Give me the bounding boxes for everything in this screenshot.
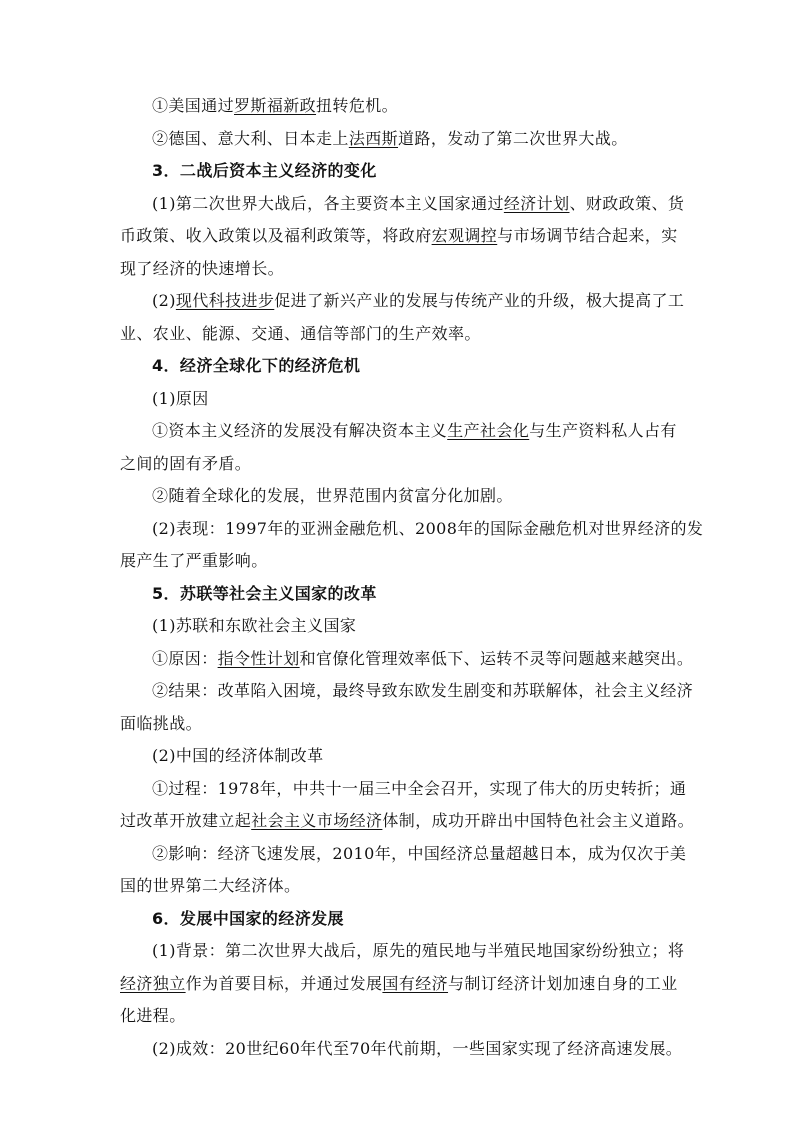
text-segment: (2)成效：20世纪60年代至70年代前期，一些国家实现了经济高速发展。 <box>152 1038 683 1058</box>
text-line <box>120 675 694 708</box>
text-line <box>120 545 680 578</box>
underlined-term: 宏观调控 <box>431 226 498 245</box>
text-line <box>120 253 680 286</box>
text-segment: ②结果：改革陷入困境，最终导致东欧发生剧变和苏联解体，社会主义经济 <box>152 681 694 700</box>
text-segment: (1)苏联和东欧社会主义国家 <box>152 616 357 635</box>
text-line <box>120 838 687 871</box>
text-segment: 业、农业、能源、交通、通信等部门的生产效率。 <box>120 323 481 343</box>
text-segment: 与生产资料私人占有 <box>529 421 677 440</box>
underlined-term: 生产社会化 <box>447 421 530 440</box>
text-line <box>120 870 680 903</box>
text-line <box>120 935 685 968</box>
text-segment: 和官僚化管理效率低下、运转不灵等问题越来越突出。 <box>299 648 694 668</box>
text-line <box>120 513 704 546</box>
text-line <box>120 610 680 643</box>
section-heading <box>120 578 680 611</box>
heading-text: 5．苏联等社会主义国家的改革 <box>152 583 377 603</box>
text-segment: ①原因： <box>152 648 218 668</box>
text-segment: 展产生了严重影响。 <box>120 551 268 570</box>
text-segment: 道路，发动了第二次世界大战。 <box>398 128 628 148</box>
text-segment: 、财政政策、货 <box>569 193 685 213</box>
text-segment: ②随着全球化的发展，世界范围内贫富分化加剧。 <box>152 486 513 505</box>
text-line <box>120 740 680 773</box>
text-segment: 化进程。 <box>120 1006 186 1025</box>
text-segment: 面临挑战。 <box>120 713 203 733</box>
section-heading <box>120 350 680 383</box>
section-heading <box>120 155 680 188</box>
text-segment: 促进了新兴产业的发展与传统产业的升级，极大提高了工 <box>274 291 685 310</box>
text-line <box>120 968 680 1001</box>
text-line <box>120 123 680 156</box>
text-segment: 国的世界第二大经济体。 <box>120 876 301 895</box>
text-line <box>120 383 680 416</box>
text-segment: ②影响：经济飞速发展，2010年，中国经济总量超越日本，成为仅次于美 <box>152 843 687 863</box>
text-segment: 与制订经济计划加速自身的工业 <box>448 973 678 993</box>
text-segment: (2)表现：1997年的亚洲金融危机、2008年的国际金融危机对世界经济的发 <box>152 518 704 538</box>
text-segment: 币政策、收入政策以及福利政策等，将政府 <box>120 226 432 245</box>
underlined-term: 经济计划 <box>503 193 570 213</box>
text-segment: ①美国通过 <box>152 96 235 115</box>
text-line <box>120 220 680 253</box>
text-line <box>120 188 685 221</box>
text-segment: ①过程：1978年，中共十一届三中全会召开，实现了伟大的历史转折；通 <box>152 778 687 798</box>
text-segment: ①资本主义经济的发展没有解决资本主义 <box>152 421 448 440</box>
underlined-term: 法西斯 <box>348 128 399 148</box>
heading-text: 6．发展中国家的经济发展 <box>152 908 344 928</box>
text-segment: (2)中国的经济体制改革 <box>152 746 324 765</box>
heading-text: 3．二战后资本主义经济的变化 <box>152 161 377 180</box>
text-line <box>120 480 680 513</box>
text-segment: 体制，成功开辟出中国特色社会主义道路。 <box>382 811 695 830</box>
heading-text: 4．经济全球化下的经济危机 <box>152 356 361 375</box>
document-body <box>120 90 704 1065</box>
text-line <box>120 643 694 676</box>
text-line <box>120 805 695 838</box>
underlined-term: 国有经济 <box>382 973 449 993</box>
text-segment: (2) <box>152 291 176 310</box>
text-line <box>120 415 680 448</box>
underlined-term: 现代科技进步 <box>175 291 275 310</box>
text-segment: 与市场调节结合起来，实 <box>497 226 678 245</box>
underlined-term: 指令性计划 <box>217 648 300 668</box>
text-segment: (1)背景：第二次世界大战后，原先的殖民地与半殖民地国家纷纷独立；将 <box>152 941 685 960</box>
text-line <box>120 773 687 806</box>
text-segment: 过改革开放建立起 <box>120 811 252 830</box>
text-line <box>120 1000 680 1033</box>
text-segment: 现了经济的快速增长。 <box>120 258 285 278</box>
text-segment: (1)原因 <box>152 388 209 408</box>
text-segment: ②德国、意大利、日本走上 <box>152 128 349 148</box>
section-heading <box>120 903 680 936</box>
text-segment: (1)第二次世界大战后，各主要资本主义国家通过 <box>152 193 504 213</box>
text-line <box>120 708 680 741</box>
text-segment: 之间的固有矛盾。 <box>120 453 252 473</box>
text-line <box>120 90 680 123</box>
text-line <box>120 318 680 351</box>
text-segment: 扭转危机。 <box>316 96 399 115</box>
underlined-term: 经济独立 <box>120 973 186 993</box>
underlined-term: 罗斯福新政 <box>234 96 317 115</box>
text-line <box>120 1033 683 1066</box>
underlined-term: 社会主义市场经济 <box>251 811 383 830</box>
text-line <box>120 448 680 481</box>
text-segment: 作为首要目标，并通过发展 <box>185 973 383 993</box>
text-line <box>120 285 685 318</box>
